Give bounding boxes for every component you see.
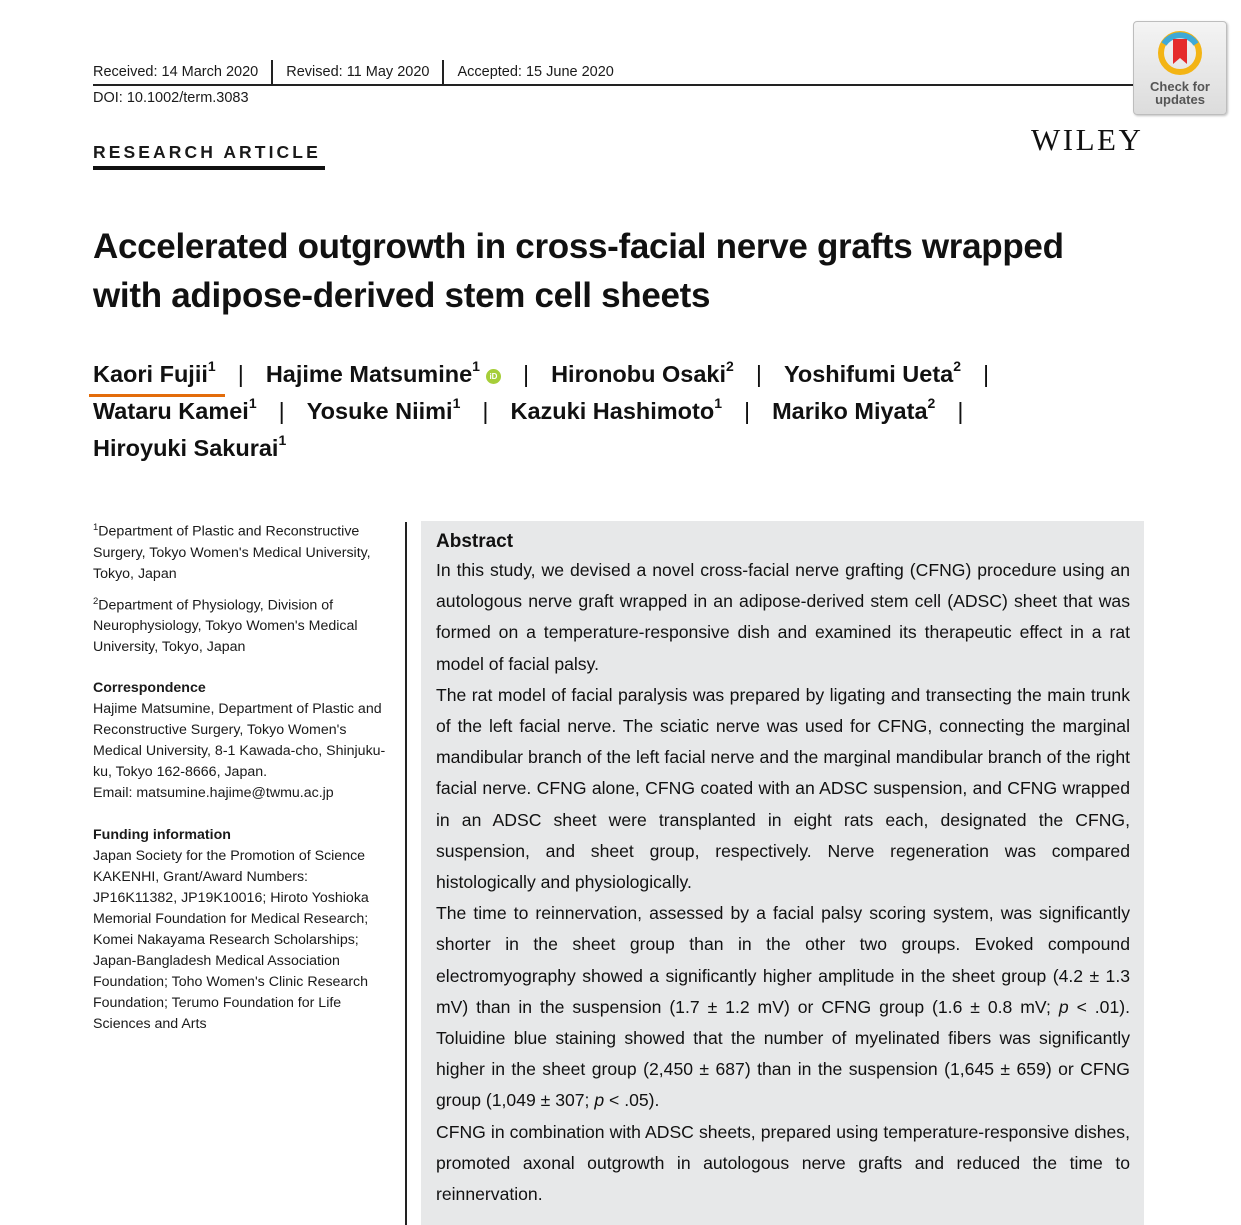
author-link[interactable]: Kaori Fujii$^1$: [93, 358, 216, 387]
funding-heading: Funding information: [93, 827, 231, 844]
funding-text: Japan Society for the Promotion of Science KAKENHI, Grant/Award Numbers: JP16K11382, JP19K10016; Hiroto Yoshioka Memorial Foundation for Medical Research; Komei Nakayama Research Scholarships; Japan-Bangladesh Medical Association Foundation; Toho Women's Clinic Research Foundation; Terumo Foundation for Life Sciences and Arts: [93, 848, 369, 1033]
abstract-heading: Abstract: [436, 531, 514, 552]
column-divider: [405, 522, 407, 1225]
author-link[interactable]: Mariko Miyata$^2$: [772, 395, 936, 424]
author-link[interactable]: Wataru Kamei$^1$: [93, 395, 257, 424]
correspondence-line: Medical University, 8-1 Kawada-cho, Shinjuku-: [93, 743, 386, 760]
correspondence-email[interactable]: Email: matsumine.hajime@twmu.ac.jp: [93, 785, 334, 802]
abstract-paragraph: In this study, we devised a novel cross-facial nerve grafting (CFNG) procedure using an autologous nerve graft wrapped in an adipose-derived stem cell (ADSC) sheet that was formed on a temperature-responsive dish and examined its therapeutic effect in a rat model of facial palsy.: [436, 560, 1130, 674]
author-link[interactable]: Hironobu Osaki$^2$: [551, 358, 734, 387]
author-link[interactable]: Hajime Matsumine$^1$: [265, 358, 480, 387]
author-separator: |: [983, 360, 990, 387]
article-type-underline: [93, 166, 325, 170]
abstract-box: [421, 521, 1144, 1225]
date-divider: [271, 60, 273, 84]
orcid-icon[interactable]: iD: [486, 369, 501, 384]
article-type: RESEARCH ARTICLE: [93, 142, 321, 162]
author-link[interactable]: Yosuke Niimi$^1$: [306, 395, 461, 424]
author-link[interactable]: Yoshifumi Ueta$^2$: [783, 358, 962, 387]
badge-label: Check for updates: [1150, 79, 1210, 107]
correspondence-line: Reconstructive Surgery, Tokyo Women's: [93, 722, 347, 739]
correspondence-line: Hajime Matsumine, Department of Plastic and: [93, 701, 382, 718]
first-author-underline: [89, 394, 225, 397]
publication-dates: [93, 60, 1133, 84]
author-link[interactable]: Kazuki Hashimoto$^1$: [510, 395, 722, 424]
doi[interactable]: DOI: 10.1002/term.3083: [93, 90, 249, 106]
abstract-paragraph: The time to reinnervation, assessed by a facial palsy scoring system, was significantly shorter in the sheet group than in the other two groups. Evoked compound electromyography showed a significantly higher amplitude in the sheet group (4.2 ± 1.3 mV) than in the suspension (1.7 ± 1.2 mV) or CFNG group (1.6 ± 0.8 mV; p < .01). Toluidine blue staining showed that the number of myelinated fibers was significantly higher in the sheet group (2,450 ± 687) than in the suspension (1,645 ± 659) or CFNG group (1,049 ± 307; p < .05).: [436, 903, 1130, 1111]
abstract-paragraph: The rat model of facial paralysis was prepared by ligating and transecting the main trunk of the left facial nerve. The sciatic nerve was used for CFNG, connecting the marginal mandibular branch of the left facial nerve and the marginal mandibular branch of the right facial nerve. CFNG alone, CFNG coated with an ADSC suspension, and CFNG wrapped in an ADSC sheet were transplanted in eight rats each, designated the CFNG, suspension, and sheet group, respectively. Nerve regeneration was compared histologically and physiologically.: [436, 684, 1130, 893]
correspondence-line: ku, Tokyo 162-8666, Japan.: [93, 764, 268, 781]
author-separator: |: [957, 397, 964, 424]
author-separator: |: [755, 360, 762, 387]
crossmark-icon: [1155, 28, 1205, 78]
author-separator: |: [482, 397, 489, 424]
check-for-updates-button[interactable]: [1133, 21, 1227, 115]
article-title: Accelerated outgrowth in cross-facial nerve grafts wrapped with adipose-derived stem cell sheets: [93, 227, 1064, 315]
affiliation: $^2$Department of Physiology, Division of Neurophysiology, Tokyo Women's Medical University, Tokyo, Japan: [93, 595, 358, 656]
abstract-paragraph: CFNG in combination with ADSC sheets, prepared using temperature-responsive dishes, promoted axonal outgrowth in autologous nerve grafts and reduced the time to reinnervation.: [436, 1121, 1130, 1205]
correspondence-heading: Correspondence: [93, 680, 206, 697]
header-rule: [93, 84, 1133, 86]
author-link[interactable]: Hiroyuki Sakurai$^1$: [93, 432, 287, 461]
author-list: [93, 360, 1153, 471]
publisher-logo: WILEY: [1031, 122, 1144, 157]
author-separator: |: [744, 397, 751, 424]
author-separator: |: [237, 360, 244, 387]
author-separator: |: [278, 397, 285, 424]
received-date: Received: 14 March 2020: [93, 64, 259, 80]
revised-date: Revised: 11 May 2020: [286, 64, 430, 80]
affiliation: $^1$Department of Plastic and Reconstructive Surgery, Tokyo Women's Medical University, Tokyo, Japan: [93, 522, 371, 582]
accepted-date: Accepted: 15 June 2020: [457, 64, 614, 80]
article-sidebar: [93, 517, 393, 1035]
author-separator: |: [522, 360, 530, 387]
date-divider: [442, 60, 444, 84]
